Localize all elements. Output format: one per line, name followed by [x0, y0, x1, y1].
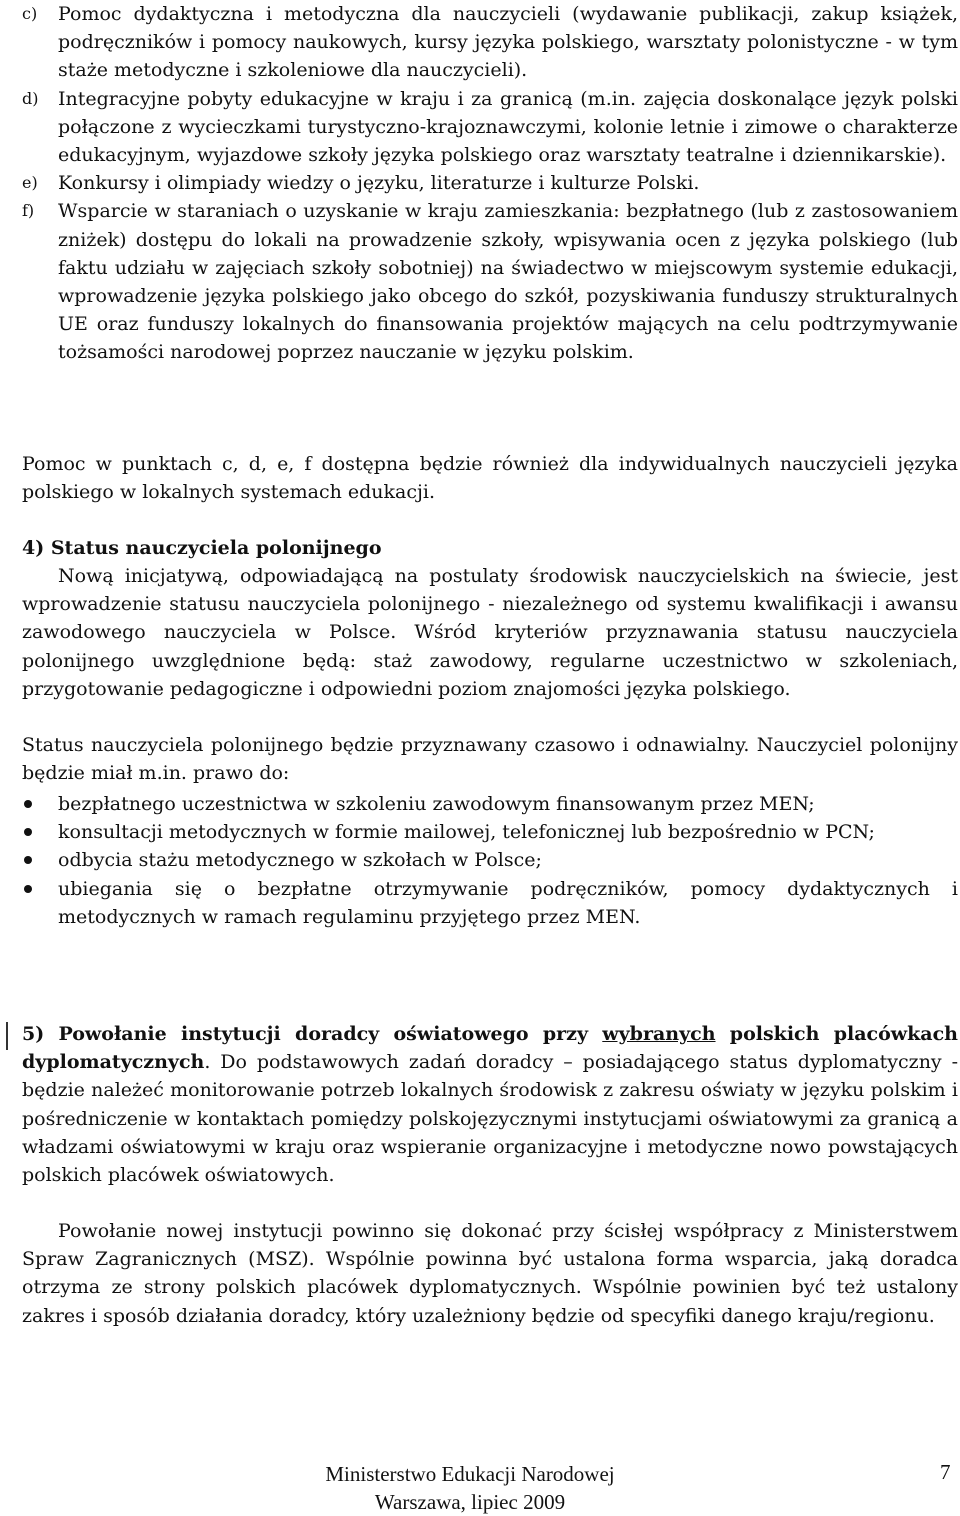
section-4-heading: 4) Status nauczyciela polonijnego [22, 537, 382, 559]
section-5-heading-part: polskich placówkach dyplomatycznych [22, 1023, 958, 1074]
footer-date: Warszawa, lipiec 2009 [374, 1490, 566, 1514]
section-5-paragraph-2: Powołanie nowej instytucji powinno się dokonać przy ścisłej współpracy z Ministerstwem Spraw Zagranicznych (MSZ). Wspólnie powinna być ustalona forma wsparcia, jaką doradca otrzyma ze strony polskich placówek dyplomatycznych. Wspólnie powinien być też ustalony zakres i sposób działania doradcy, który uzależniony będzie od specyfiki danego kraju/regionu. [22, 1220, 958, 1327]
change-bar [6, 1022, 8, 1050]
bullet-item [22, 875, 958, 931]
bullet-text: bezpłatnego uczestnictwa w szkoleniu zawodowym finansowanym przez MEN; [58, 793, 815, 815]
bullet-item [22, 790, 958, 818]
list-item-text: Integracyjne pobyty edukacyjne w kraju i za granicą (m.in. zajęcia doskonalące język polski połączone z wycieczkami turystyczno-krajoznawczymi, kolonie letnie i zimowe o charakterze edukacyjnym, wyjazdowe szkoły języka polskiego oraz warsztaty teatralne i dziennikarskie). [58, 87, 958, 167]
bullet-item [22, 846, 958, 874]
list-marker: d) [22, 88, 39, 108]
list-item [22, 85, 958, 170]
list-item [22, 169, 958, 197]
bullet-icon [24, 856, 32, 864]
list-marker: e) [22, 173, 38, 193]
page-number: 7 [940, 1460, 951, 1484]
list-item [22, 0, 958, 85]
bullet-text: ubiegania się o bezpłatne otrzymywanie podręczników, pomocy dydaktycznych i metodycznych w ramach regulaminu przyjętego przez MEN. [58, 877, 958, 928]
section-5-body: Do podstawowych zadań doradcy – posiadającego status dyplomatyczny - będzie należeć monitorowanie potrzeb lokalnych środowisk z zakresu oświaty w języku polskim i pośredniczenie w kontaktach pomiędzy polskojęzycznymi instytucjami oświatowymi za granicą a władzami oświatowymi w kraju oraz wspieranie organizacyjne i metodyczne nowo powstających polskich placówek oświatowych. [22, 1051, 958, 1187]
list-item-text: Konkursy i olimpiady wiedzy o języku, literaturze i kulturze Polski. [58, 172, 700, 195]
list-marker: c) [22, 4, 38, 23]
rights-bullet-list [22, 790, 958, 931]
help-note: Pomoc w punktach c, d, e, f dostępna będzie również dla indywidualnych nauczycieli języka polskiego w lokalnych systemach edukacji. [22, 453, 958, 504]
bullet-icon [24, 828, 32, 836]
assistance-list [22, 0, 958, 367]
bullet-icon [24, 885, 32, 893]
section-5-heading-part: 5) Powołanie instytucji doradcy oświatowego przy [22, 1023, 603, 1045]
list-marker: f) [22, 201, 35, 221]
list-item [22, 197, 958, 366]
bullet-icon [24, 800, 32, 808]
footer-ministry: Ministerstwo Edukacji Narodowej [325, 1462, 615, 1486]
section-5-paragraph-1 [22, 1020, 958, 1189]
bullet-text: konsultacji metodycznych w formie mailowej, telefonicznej lub bezpośrednio w PCN; [58, 821, 875, 844]
list-item-text: Wsparcie w staraniach o uzyskanie w kraju zamieszkania: bezpłatnego (lub z zastosowaniem zniżek) dostępu do lokali na prowadzenie szkoły, wpisywania ocen z języka polskiego (lub faktu udziału w zajęciach szkoły sobotniej) na świadectwo w miejscowym systemie edukacji, wprowadzenie języka polskiego jako obcego do szkół, pozyskiwania funduszy strukturalnych UE oraz funduszy lokalnych do finansowania projektów mających na celu podtrzymywanie tożsamości narodowej poprzez nauczanie w języku polskim. [58, 200, 958, 364]
bullet-item [22, 818, 958, 846]
section-5-heading-underlined: wybranych [602, 1023, 716, 1045]
section-4-paragraph-2: Status nauczyciela polonijnego będzie przyznawany czasowo i odnawialny. Nauczyciel polonijny będzie miał m.in. prawo do: [22, 734, 958, 785]
bullet-text: odbycia stażu metodycznego w szkołach w Polsce; [58, 849, 542, 872]
section-5-heading-period: . [204, 1051, 211, 1074]
list-item-text: Pomoc dydaktyczna i metodyczna dla nauczycieli (wydawanie publikacji, zakup książek, podręczników i pomocy naukowych, kursy języka polskiego, warsztaty polonistyczne - w tym staże metodyczne i szkoleniowe dla nauczycieli). [58, 3, 958, 82]
section-4-paragraph-1: Nową inicjatywą, odpowiadającą na postulaty środowisk nauczycielskich na świecie, jest wprowadzenie statusu nauczyciela polonijnego - niezależnego od systemu kwalifikacji i awansu zawodowego nauczyciela w Polsce. Wśród kryteriów przyznawania statusu nauczyciela polonijnego uwzględnione będą: staż zawodowy, regularne uczestnictwo w szkoleniach, przygotowanie pedagogiczne i odpowiedni poziom znajomości języka polskiego. [22, 565, 958, 700]
